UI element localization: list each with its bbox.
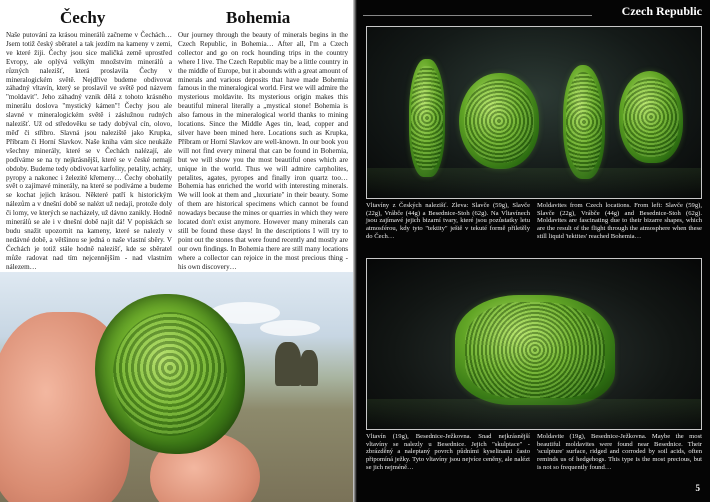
moldavite-3 xyxy=(563,65,605,179)
moldavite-2 xyxy=(459,73,539,169)
heading-czech: Čechy xyxy=(60,8,106,27)
heading-english: Bohemia xyxy=(226,8,291,27)
moldavite-4 xyxy=(619,71,683,163)
photo-four-moldavites xyxy=(366,26,702,199)
caption-bottom-english: Moldavite (19g), Besednice-Ježkovna. Maybe the most beautiful moldavites were found near Besednice. Their 'sculpture' surface, ridged and corroded by soil acids, often reminds us of hedgehogs. This type is the most precious, but is not so frequently found… xyxy=(537,433,702,471)
photo-hand-with-moldavite xyxy=(0,272,353,502)
caption-top-czech: Vltavíny z Českých nalezišť. Zleva: Slavče (59g), Slavče (22g), Vrábče (44g) a Besednice-Stoh (62g). Na Vltavínech jsou zajímavé jejich bizarní tvary, které jsou pozůstatky letu atmosférou, kdy tyto "tektity" ještě v tekuté formě přiletěly do Čech… xyxy=(366,202,530,240)
body-text-czech: Naše putování za krásou minerálů začneme v Čechách… Jsem totiž český sběratel a tak jezdím na kameny v zemi, ve které žiji. Čechy jsou sice maličká země uprostřed Evropy, ale oplývá velkým množstvím minerálů a různých nalezišť, která proslavila Čechy v mineralogickém světě. Nejdříve budeme obdivovat záhadný vltavín, který se proslavil ve světě pod názvem "moldavit". Jeho záhadný vznik dělá z tohoto krásného minerálu doslova "mystický kámen"! Čechy jsou ale slavné v mineralogickém světě i záslužnou rudných nalezišť. Už od středověku se tady dobýval cín, olovo, měď či stříbro. Slavná jsou naleziště jako Krupka, Příbram či Horní Slavkov. Naše kniha vám sice neukáže všechny minerály, které se v Čechách nalézají, ale podíváme se na ty nejkrásnější, které se v české nemají obdoby. Budeme tedy obdivovat karfolity, petality, acháty, pyropy a nakonec i železité křemeny… Čechy obohatily svět o zajímavé minerály, na které se podíváme a budeme se kochat jejich krásou. Některé patří k historickým nálezům a v dnešní době se nalézt už nedají, protože doly či lomy, ve kterých se nacházely, už dávno zanikly. Hodně minerálů se ale i v dnešní době najít dá! V popiskách se budu snažit upozornit na kameny, které se nalezly v nedávné době, a většinou se jedná o naše vlastní sběry. V Čechách je totiž stále hodně nalezišť, kde se sběratel může radovat nad tím nejcennějším - nad vlastním nálezem… xyxy=(6,31,172,271)
section-title: Czech Republic xyxy=(621,4,702,18)
left-page xyxy=(0,0,353,502)
section-header xyxy=(357,0,710,24)
moldavite-hedgehog xyxy=(455,295,615,405)
caption-bottom-czech: Vltavín (19g), Besednice-Ježkovna. Snad nejkrásnější vltavíny se nalezly u Besednice. Jejich "skulptace" - zbrázděný a naleptaný povrch půdními kyselinami často připomíná ježky. Tyto vltavíny jsou nejvíce ceněny, ale nalézt se jich nejméně… xyxy=(366,433,530,471)
reflection xyxy=(367,399,701,429)
reflection xyxy=(367,168,701,198)
section-divider xyxy=(363,15,592,16)
body-text-english: Our journey through the beauty of minerals begins in the Czech Republic, in Bohemia… After all, I'm a Czech collector and go on rock hounding trips in the country where I live. The Czech Republic may be a little country in the middle of Europe, but it abounds with a great amount of minerals and various deposits that have made Bohemia famous in the mineralogical world. First we will admire the mysterious moldavite. Its mysterious origin makes this beautiful mineral literally a „mystical stone! Bohemia is also famous in the mineralogical world thanks to mining locations. Since the Middle Ages tin, lead, copper and silver have been mined here. Locations such as Krupka, Příbram or Horní Slavkov are well-known. In our book you will not find every mineral that can be found in Bohemia, but we will show you the most beautiful ones which are unique in the world. Thus we will admire carpholites, petalites, agates, pyropes and finally iron quartz too… Bohemia has enriched the world with interesting minerals. We will look at them and „luxuriate" in their beauty. Some of them are historical specimens which cannot be found nowadays because the mines or quarries in which they were located don't exist anymore. However many minerals can still be found these days! In the descriptions I will try to point out the stones that were found recently and mostly are our own findings. In Bohemia there are still many locations where a collector can rejoice in the most precious thing - his own discovery… xyxy=(178,31,348,271)
page-number: 5 xyxy=(695,483,700,493)
photo-moldavite-besednice xyxy=(366,258,702,430)
right-page xyxy=(357,0,710,502)
moldavite-1 xyxy=(409,59,445,177)
caption-top-english: Moldavites from Czech locations. From left: Slavče (59g), Slavče (22g), Vrábče (44g) and Besednice-Stoh (62g). Moldavites are fascinating due to their bizarre shapes, which are the result of the flight through the atmosphere when these still liquid 'tektites' reached Bohemia… xyxy=(537,202,702,240)
